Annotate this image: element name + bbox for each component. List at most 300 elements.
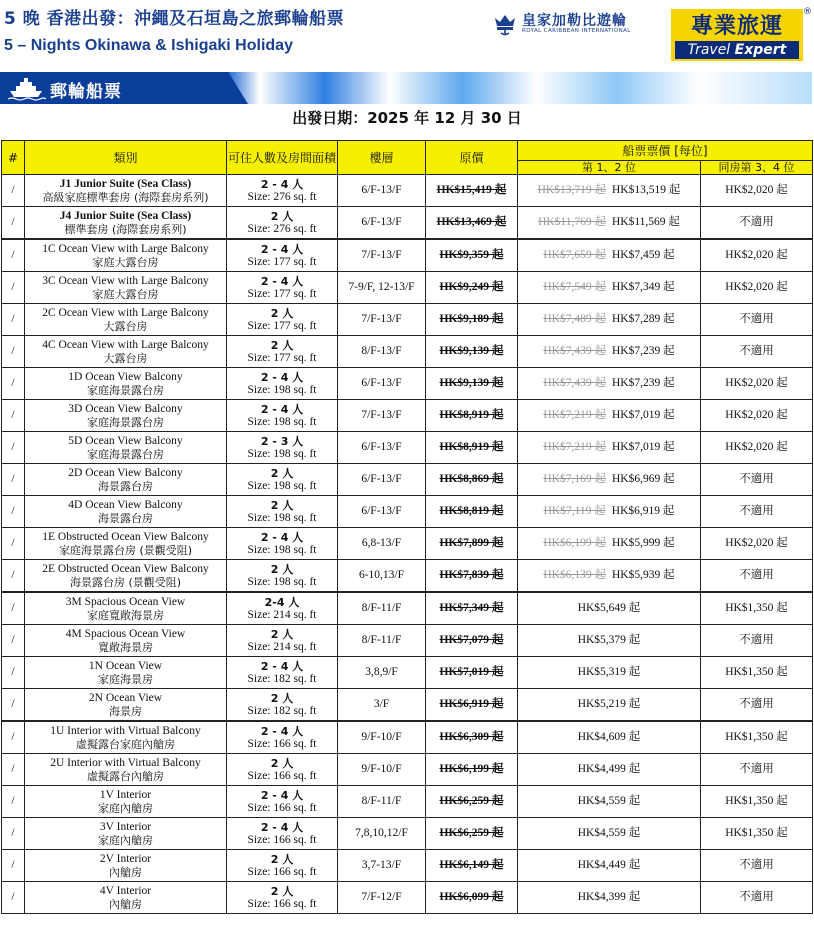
table-row xyxy=(2,657,813,689)
deck-cell: 6-10,13/F xyxy=(338,560,426,593)
fare-1-2-cell xyxy=(518,432,701,464)
original-price: HK$9,249 起 xyxy=(439,281,504,293)
fare-3-4-cell: 不適用 xyxy=(701,304,813,336)
category-name-zh: 家庭寬敞海景房 xyxy=(87,608,164,622)
col-header-num: # xyxy=(2,141,25,175)
table-row xyxy=(2,400,813,432)
category-name-en: 1D Ocean View Balcony xyxy=(68,370,183,383)
current-fare: HK$6,969 起 xyxy=(612,473,675,485)
table-row xyxy=(2,754,813,786)
category-cell xyxy=(25,528,227,560)
room-size: Size: 198 sq. ft xyxy=(247,511,317,524)
category-cell xyxy=(25,754,227,786)
current-fare: HK$6,919 起 xyxy=(611,505,675,517)
category-cell xyxy=(25,432,227,464)
room-size: Size: 177 sq. ft xyxy=(247,319,317,332)
original-price-cell xyxy=(426,528,518,560)
original-price-cell xyxy=(426,689,518,722)
category-name-zh: 海景露台房 xyxy=(98,479,153,493)
original-price: HK$9,189 起 xyxy=(439,313,504,325)
room-size: Size: 198 sq. ft xyxy=(247,383,317,396)
row-number: / xyxy=(2,432,25,464)
discounted-old-price: HK$6,139 起 xyxy=(543,569,606,581)
category-cell xyxy=(25,175,227,207)
occupancy: 2 - 4 人 xyxy=(260,820,304,834)
category-name-en: 2N Ocean View xyxy=(88,691,163,704)
original-price-cell xyxy=(426,818,518,850)
occupancy-cell xyxy=(227,560,338,593)
occupancy-cell xyxy=(227,175,338,207)
row-number: / xyxy=(2,528,25,560)
royal-caribbean-logo xyxy=(492,10,642,36)
category-name-zh: 海景露台房 (景觀受阻) xyxy=(69,575,182,589)
table-row xyxy=(2,304,813,336)
category-name-zh: 家庭海景露台房 (景觀受阻) xyxy=(58,543,193,557)
deck-cell: 7-9/F, 12-13/F xyxy=(338,272,426,304)
original-price: HK$7,019 起 xyxy=(439,666,504,678)
occupancy: 2 - 3 人 xyxy=(260,434,304,448)
fare-3-4-cell: 不適用 xyxy=(701,850,813,882)
original-price: HK$6,309 起 xyxy=(439,731,504,743)
occupancy-cell xyxy=(227,850,338,882)
occupancy-cell xyxy=(227,239,338,272)
current-fare: HK$7,019 起 xyxy=(612,409,675,421)
row-number: / xyxy=(2,207,25,240)
category-name-en: 3M Spacious Ocean View xyxy=(65,595,186,608)
banner-title: 郵輪船票 xyxy=(50,82,122,102)
original-price-cell xyxy=(426,496,518,528)
row-number: / xyxy=(2,336,25,368)
fare-3-4-cell: HK$1,350 起 xyxy=(701,818,813,850)
deck-cell: 6/F-13/F xyxy=(338,207,426,240)
table-row xyxy=(2,175,813,207)
original-price: HK$6,199 起 xyxy=(439,763,504,775)
category-name-zh: 家庭大露台房 xyxy=(92,287,159,301)
original-price-cell xyxy=(426,657,518,689)
current-fare: HK$4,399 起 xyxy=(577,891,641,903)
fare-3-4-cell: 不適用 xyxy=(701,336,813,368)
deck-cell: 9/F-10/F xyxy=(338,721,426,754)
original-price-cell xyxy=(426,175,518,207)
room-size: Size: 214 sq. ft xyxy=(247,608,317,621)
room-size: Size: 182 sq. ft xyxy=(247,704,317,717)
current-fare: HK$13,519 起 xyxy=(612,184,681,196)
occupancy-cell xyxy=(227,207,338,240)
occupancy: 2 人 xyxy=(270,498,294,512)
category-cell xyxy=(25,657,227,689)
discounted-old-price: HK$7,439 起 xyxy=(543,345,606,357)
row-number: / xyxy=(2,754,25,786)
occupancy-cell xyxy=(227,304,338,336)
fare-3-4-cell: 不適用 xyxy=(701,207,813,240)
deck-cell: 8/F-11/F xyxy=(338,592,426,625)
category-name-zh: 寬敞海景房 xyxy=(98,640,153,654)
fare-3-4-cell: 不適用 xyxy=(701,560,813,593)
fare-1-2-cell xyxy=(518,786,701,818)
row-number: / xyxy=(2,239,25,272)
original-price: HK$9,139 起 xyxy=(439,377,504,389)
original-price-cell xyxy=(426,304,518,336)
travel-expert-name-en xyxy=(675,41,799,59)
section-banner xyxy=(0,72,812,104)
fare-1-2-cell xyxy=(518,721,701,754)
row-number: / xyxy=(2,721,25,754)
original-price-cell xyxy=(426,207,518,240)
room-size: Size: 177 sq. ft xyxy=(247,287,317,300)
category-name-en: 3D Ocean View Balcony xyxy=(68,402,183,415)
occupancy: 2 - 4 人 xyxy=(260,402,304,416)
category-name-en: 1U Interior with Virtual Balcony xyxy=(50,724,201,737)
original-price: HK$9,359 起 xyxy=(439,249,504,261)
fare-3-4-cell: 不適用 xyxy=(701,496,813,528)
category-cell xyxy=(25,882,227,914)
category-name-en: 1E Obstructed Ocean View Balcony xyxy=(42,530,209,543)
original-price-cell xyxy=(426,464,518,496)
occupancy-cell xyxy=(227,721,338,754)
deck-cell: 6/F-13/F xyxy=(338,368,426,400)
fare-1-2-cell xyxy=(518,239,701,272)
fare-1-2-cell xyxy=(518,336,701,368)
category-name-zh: 家庭大露台房 xyxy=(92,255,159,269)
category-name-en: J4 Junior Suite (Sea Class) xyxy=(59,209,192,222)
row-number: / xyxy=(2,560,25,593)
category-cell xyxy=(25,464,227,496)
occupancy: 2 人 xyxy=(270,209,294,223)
deck-cell: 3,7-13/F xyxy=(338,850,426,882)
col-header-fare-1-2: 第 1、2 位 xyxy=(518,161,701,175)
current-fare: HK$7,239 起 xyxy=(612,345,675,357)
row-number: / xyxy=(2,400,25,432)
category-name-en: J1 Junior Suite (Sea Class) xyxy=(59,177,192,190)
row-number: / xyxy=(2,882,25,914)
original-price: HK$7,079 起 xyxy=(439,634,504,646)
occupancy: 2 - 4 人 xyxy=(260,724,304,738)
discounted-old-price: HK$7,489 起 xyxy=(543,313,606,325)
discounted-old-price: HK$7,549 起 xyxy=(543,281,606,293)
fare-3-4-cell: HK$2,020 起 xyxy=(701,239,813,272)
occupancy: 2-4 人 xyxy=(264,595,300,609)
category-name-zh: 家庭內艙房 xyxy=(98,801,153,815)
deck-cell: 7/F-13/F xyxy=(338,400,426,432)
occupancy-cell xyxy=(227,657,338,689)
room-size: Size: 177 sq. ft xyxy=(247,255,317,268)
category-cell xyxy=(25,272,227,304)
row-number: / xyxy=(2,368,25,400)
room-size: Size: 198 sq. ft xyxy=(247,479,317,492)
category-cell xyxy=(25,239,227,272)
original-price: HK$7,349 起 xyxy=(439,602,504,614)
category-name-en: 4M Spacious Ocean View xyxy=(65,627,186,640)
current-fare: HK$4,449 起 xyxy=(577,859,641,871)
category-name-zh: 內艙房 xyxy=(109,897,142,911)
table-row xyxy=(2,239,813,272)
category-cell xyxy=(25,560,227,593)
category-cell xyxy=(25,786,227,818)
fare-1-2-cell xyxy=(518,496,701,528)
original-price: HK$8,919 起 xyxy=(439,409,504,421)
discounted-old-price: HK$7,219 起 xyxy=(543,441,606,453)
room-size: Size: 182 sq. ft xyxy=(247,672,317,685)
category-cell xyxy=(25,850,227,882)
travel-expert-logo xyxy=(671,7,812,61)
table-row xyxy=(2,882,813,914)
occupancy: 2 - 4 人 xyxy=(260,242,304,256)
category-cell xyxy=(25,689,227,722)
category-cell xyxy=(25,496,227,528)
row-number: / xyxy=(2,464,25,496)
occupancy-cell xyxy=(227,400,338,432)
original-price: HK$8,869 起 xyxy=(439,473,504,485)
royal-caribbean-name-zh: 皇家加勒比遊輪 xyxy=(522,13,627,29)
col-header-original: 原價 xyxy=(426,141,518,175)
category-name-en: 3V Interior xyxy=(99,820,152,833)
occupancy: 2 - 4 人 xyxy=(260,659,304,673)
original-price-cell xyxy=(426,721,518,754)
deck-cell: 6/F-13/F xyxy=(338,175,426,207)
fare-1-2-cell xyxy=(518,560,701,593)
room-size: Size: 166 sq. ft xyxy=(247,801,317,814)
original-price: HK$8,919 起 xyxy=(439,441,504,453)
deck-cell: 8/F-11/F xyxy=(338,786,426,818)
fare-1-2-cell xyxy=(518,207,701,240)
fare-3-4-cell: HK$1,350 起 xyxy=(701,721,813,754)
table-row xyxy=(2,496,813,528)
row-number: / xyxy=(2,496,25,528)
occupancy: 2 人 xyxy=(270,756,294,770)
occupancy: 2 人 xyxy=(270,338,294,352)
category-cell xyxy=(25,304,227,336)
occupancy: 2 - 4 人 xyxy=(260,274,304,288)
table-row xyxy=(2,528,813,560)
fare-1-2-cell xyxy=(518,625,701,657)
category-name-en: 5D Ocean View Balcony xyxy=(68,434,183,447)
original-price: HK$7,899 起 xyxy=(439,537,504,549)
fare-3-4-cell: 不適用 xyxy=(701,689,813,722)
fare-3-4-cell: HK$2,020 起 xyxy=(701,400,813,432)
deck-cell: 8/F-13/F xyxy=(338,336,426,368)
original-price-cell xyxy=(426,368,518,400)
current-fare: HK$4,499 起 xyxy=(577,763,641,775)
current-fare: HK$5,379 起 xyxy=(577,634,641,646)
original-price-cell xyxy=(426,239,518,272)
occupancy: 2 人 xyxy=(270,691,294,705)
deck-cell: 6/F-13/F xyxy=(338,432,426,464)
original-price: HK$6,919 起 xyxy=(439,698,504,710)
category-name-zh: 大露台房 xyxy=(103,319,148,333)
table-row xyxy=(2,368,813,400)
cruise-ship-icon xyxy=(6,75,46,101)
fare-1-2-cell xyxy=(518,689,701,722)
discounted-old-price: HK$6,199 起 xyxy=(543,537,606,549)
room-size: Size: 166 sq. ft xyxy=(247,865,317,878)
fare-1-2-cell xyxy=(518,850,701,882)
category-cell xyxy=(25,400,227,432)
original-price: HK$6,099 起 xyxy=(439,891,504,903)
discounted-old-price: HK$7,439 起 xyxy=(543,377,606,389)
occupancy-cell xyxy=(227,786,338,818)
category-name-zh: 大露台房 xyxy=(103,351,148,365)
category-name-en: 1C Ocean View with Large Balcony xyxy=(42,242,209,255)
original-price-cell xyxy=(426,336,518,368)
occupancy-cell xyxy=(227,689,338,722)
fare-3-4-cell: HK$2,020 起 xyxy=(701,528,813,560)
room-size: Size: 276 sq. ft xyxy=(247,222,317,235)
original-price-cell xyxy=(426,400,518,432)
category-name-zh: 家庭海景露台房 xyxy=(87,383,164,397)
table-row xyxy=(2,464,813,496)
fare-1-2-cell xyxy=(518,175,701,207)
page-title-zh: 5 晚 香港出發：沖繩及石垣島之旅郵輪船票 xyxy=(4,9,345,29)
fare-1-2-cell xyxy=(518,368,701,400)
fare-1-2-cell xyxy=(518,272,701,304)
fare-3-4-cell: HK$1,350 起 xyxy=(701,657,813,689)
row-number: / xyxy=(2,304,25,336)
deck-cell: 6/F-13/F xyxy=(338,496,426,528)
row-number: / xyxy=(2,689,25,722)
fare-3-4-cell: HK$2,020 起 xyxy=(701,272,813,304)
current-fare: HK$7,239 起 xyxy=(612,377,675,389)
current-fare: HK$4,559 起 xyxy=(577,795,641,807)
deck-cell: 7/F-12/F xyxy=(338,882,426,914)
category-name-zh: 標準套房 (海際套房系列) xyxy=(64,222,187,236)
occupancy-cell xyxy=(227,464,338,496)
category-cell xyxy=(25,721,227,754)
table-row xyxy=(2,592,813,625)
col-header-deck: 樓層 xyxy=(338,141,426,175)
current-fare: HK$5,319 起 xyxy=(577,666,641,678)
fare-1-2-cell xyxy=(518,882,701,914)
current-fare: HK$7,349 起 xyxy=(612,281,675,293)
fare-3-4-cell: HK$1,350 起 xyxy=(701,592,813,625)
travel-expert-word-travel: Travel xyxy=(687,42,735,58)
discounted-old-price: HK$13,719 起 xyxy=(537,184,606,196)
occupancy: 2 - 4 人 xyxy=(260,530,304,544)
original-price: HK$8,819 起 xyxy=(439,505,504,517)
original-price-cell xyxy=(426,786,518,818)
row-number: / xyxy=(2,592,25,625)
category-name-en: 2V Interior xyxy=(99,852,152,865)
occupancy: 2 人 xyxy=(270,627,294,641)
deck-cell: 7,8,10,12/F xyxy=(338,818,426,850)
table-row xyxy=(2,560,813,593)
table-row xyxy=(2,336,813,368)
discounted-old-price: HK$7,219 起 xyxy=(543,409,606,421)
occupancy: 2 人 xyxy=(270,466,294,480)
category-cell xyxy=(25,207,227,240)
occupancy: 2 人 xyxy=(270,884,294,898)
category-name-en: 4C Ocean View with Large Balcony xyxy=(42,338,209,351)
occupancy-cell xyxy=(227,882,338,914)
occupancy: 2 - 4 人 xyxy=(260,788,304,802)
room-size: Size: 166 sq. ft xyxy=(247,897,317,910)
occupancy-cell xyxy=(227,592,338,625)
deck-cell: 9/F-10/F xyxy=(338,754,426,786)
room-size: Size: 198 sq. ft xyxy=(247,543,317,556)
current-fare: HK$5,999 起 xyxy=(612,537,675,549)
room-size: Size: 198 sq. ft xyxy=(247,575,317,588)
original-price: HK$6,149 起 xyxy=(439,859,504,871)
table-row xyxy=(2,272,813,304)
travel-expert-word-expert: Expert xyxy=(734,42,787,58)
col-header-fare-3-4: 同房第 3、4 位 xyxy=(701,161,813,175)
category-name-zh: 海景露台房 xyxy=(98,511,153,525)
royal-caribbean-name-en: ROYAL CARIBBEAN INTERNATIONAL xyxy=(522,28,631,34)
fare-3-4-cell: HK$2,020 起 xyxy=(701,175,813,207)
discounted-old-price: HK$7,659 起 xyxy=(543,249,606,261)
departure-date: 出發日期：2025 年 12 月 30 日 xyxy=(292,109,522,127)
fare-3-4-cell: HK$2,020 起 xyxy=(701,432,813,464)
category-name-en: 3C Ocean View with Large Balcony xyxy=(42,274,209,287)
fare-1-2-cell xyxy=(518,754,701,786)
category-name-en: 2U Interior with Virtual Balcony xyxy=(50,756,201,769)
col-header-occupancy: 可住人數及房間面積 xyxy=(227,141,338,175)
fare-1-2-cell xyxy=(518,304,701,336)
table-row xyxy=(2,432,813,464)
category-name-en: 1V Interior xyxy=(99,788,152,801)
deck-cell: 6,8-13/F xyxy=(338,528,426,560)
original-price-cell xyxy=(426,850,518,882)
deck-cell: 8/F-11/F xyxy=(338,625,426,657)
deck-cell: 6/F-13/F xyxy=(338,464,426,496)
category-name-zh: 虛擬露台家庭內艙房 xyxy=(76,737,175,751)
fare-3-4-cell: HK$1,350 起 xyxy=(701,786,813,818)
fare-3-4-cell: 不適用 xyxy=(701,625,813,657)
occupancy-cell xyxy=(227,818,338,850)
category-name-zh: 家庭海景房 xyxy=(98,672,153,686)
original-price-cell xyxy=(426,272,518,304)
row-number: / xyxy=(2,175,25,207)
fare-3-4-cell: 不適用 xyxy=(701,754,813,786)
category-name-en: 2E Obstructed Ocean View Balcony xyxy=(42,562,209,575)
category-cell xyxy=(25,336,227,368)
table-row xyxy=(2,625,813,657)
original-price: HK$15,419 起 xyxy=(436,184,507,196)
col-header-fare: 船票票價 [每位] xyxy=(518,141,813,161)
crown-anchor-icon xyxy=(492,10,518,36)
discounted-old-price: HK$11,769 起 xyxy=(538,216,606,228)
row-number: / xyxy=(2,850,25,882)
deck-cell: 7/F-13/F xyxy=(338,304,426,336)
occupancy-cell xyxy=(227,368,338,400)
row-number: / xyxy=(2,786,25,818)
original-price: HK$9,139 起 xyxy=(439,345,504,357)
occupancy: 2 - 4 人 xyxy=(260,177,304,191)
fare-1-2-cell xyxy=(518,400,701,432)
original-price: HK$7,839 起 xyxy=(439,569,504,581)
category-cell xyxy=(25,592,227,625)
current-fare: HK$5,939 起 xyxy=(612,569,675,581)
fare-1-2-cell xyxy=(518,818,701,850)
original-price-cell xyxy=(426,754,518,786)
row-number: / xyxy=(2,625,25,657)
current-fare: HK$5,219 起 xyxy=(577,698,641,710)
row-number: / xyxy=(2,818,25,850)
col-header-category: 類別 xyxy=(25,141,227,175)
fare-1-2-cell xyxy=(518,464,701,496)
room-size: Size: 166 sq. ft xyxy=(247,833,317,846)
category-name-zh: 虛擬露台內艙房 xyxy=(87,769,164,783)
original-price-cell xyxy=(426,432,518,464)
original-price: HK$13,469 起 xyxy=(436,216,507,228)
deck-cell: 3/F xyxy=(338,689,426,722)
occupancy-cell xyxy=(227,625,338,657)
category-cell xyxy=(25,818,227,850)
room-size: Size: 198 sq. ft xyxy=(247,447,317,460)
occupancy: 2 人 xyxy=(270,852,294,866)
registered-mark: ® xyxy=(803,7,812,17)
current-fare: HK$4,559 起 xyxy=(577,827,641,839)
table-row xyxy=(2,850,813,882)
